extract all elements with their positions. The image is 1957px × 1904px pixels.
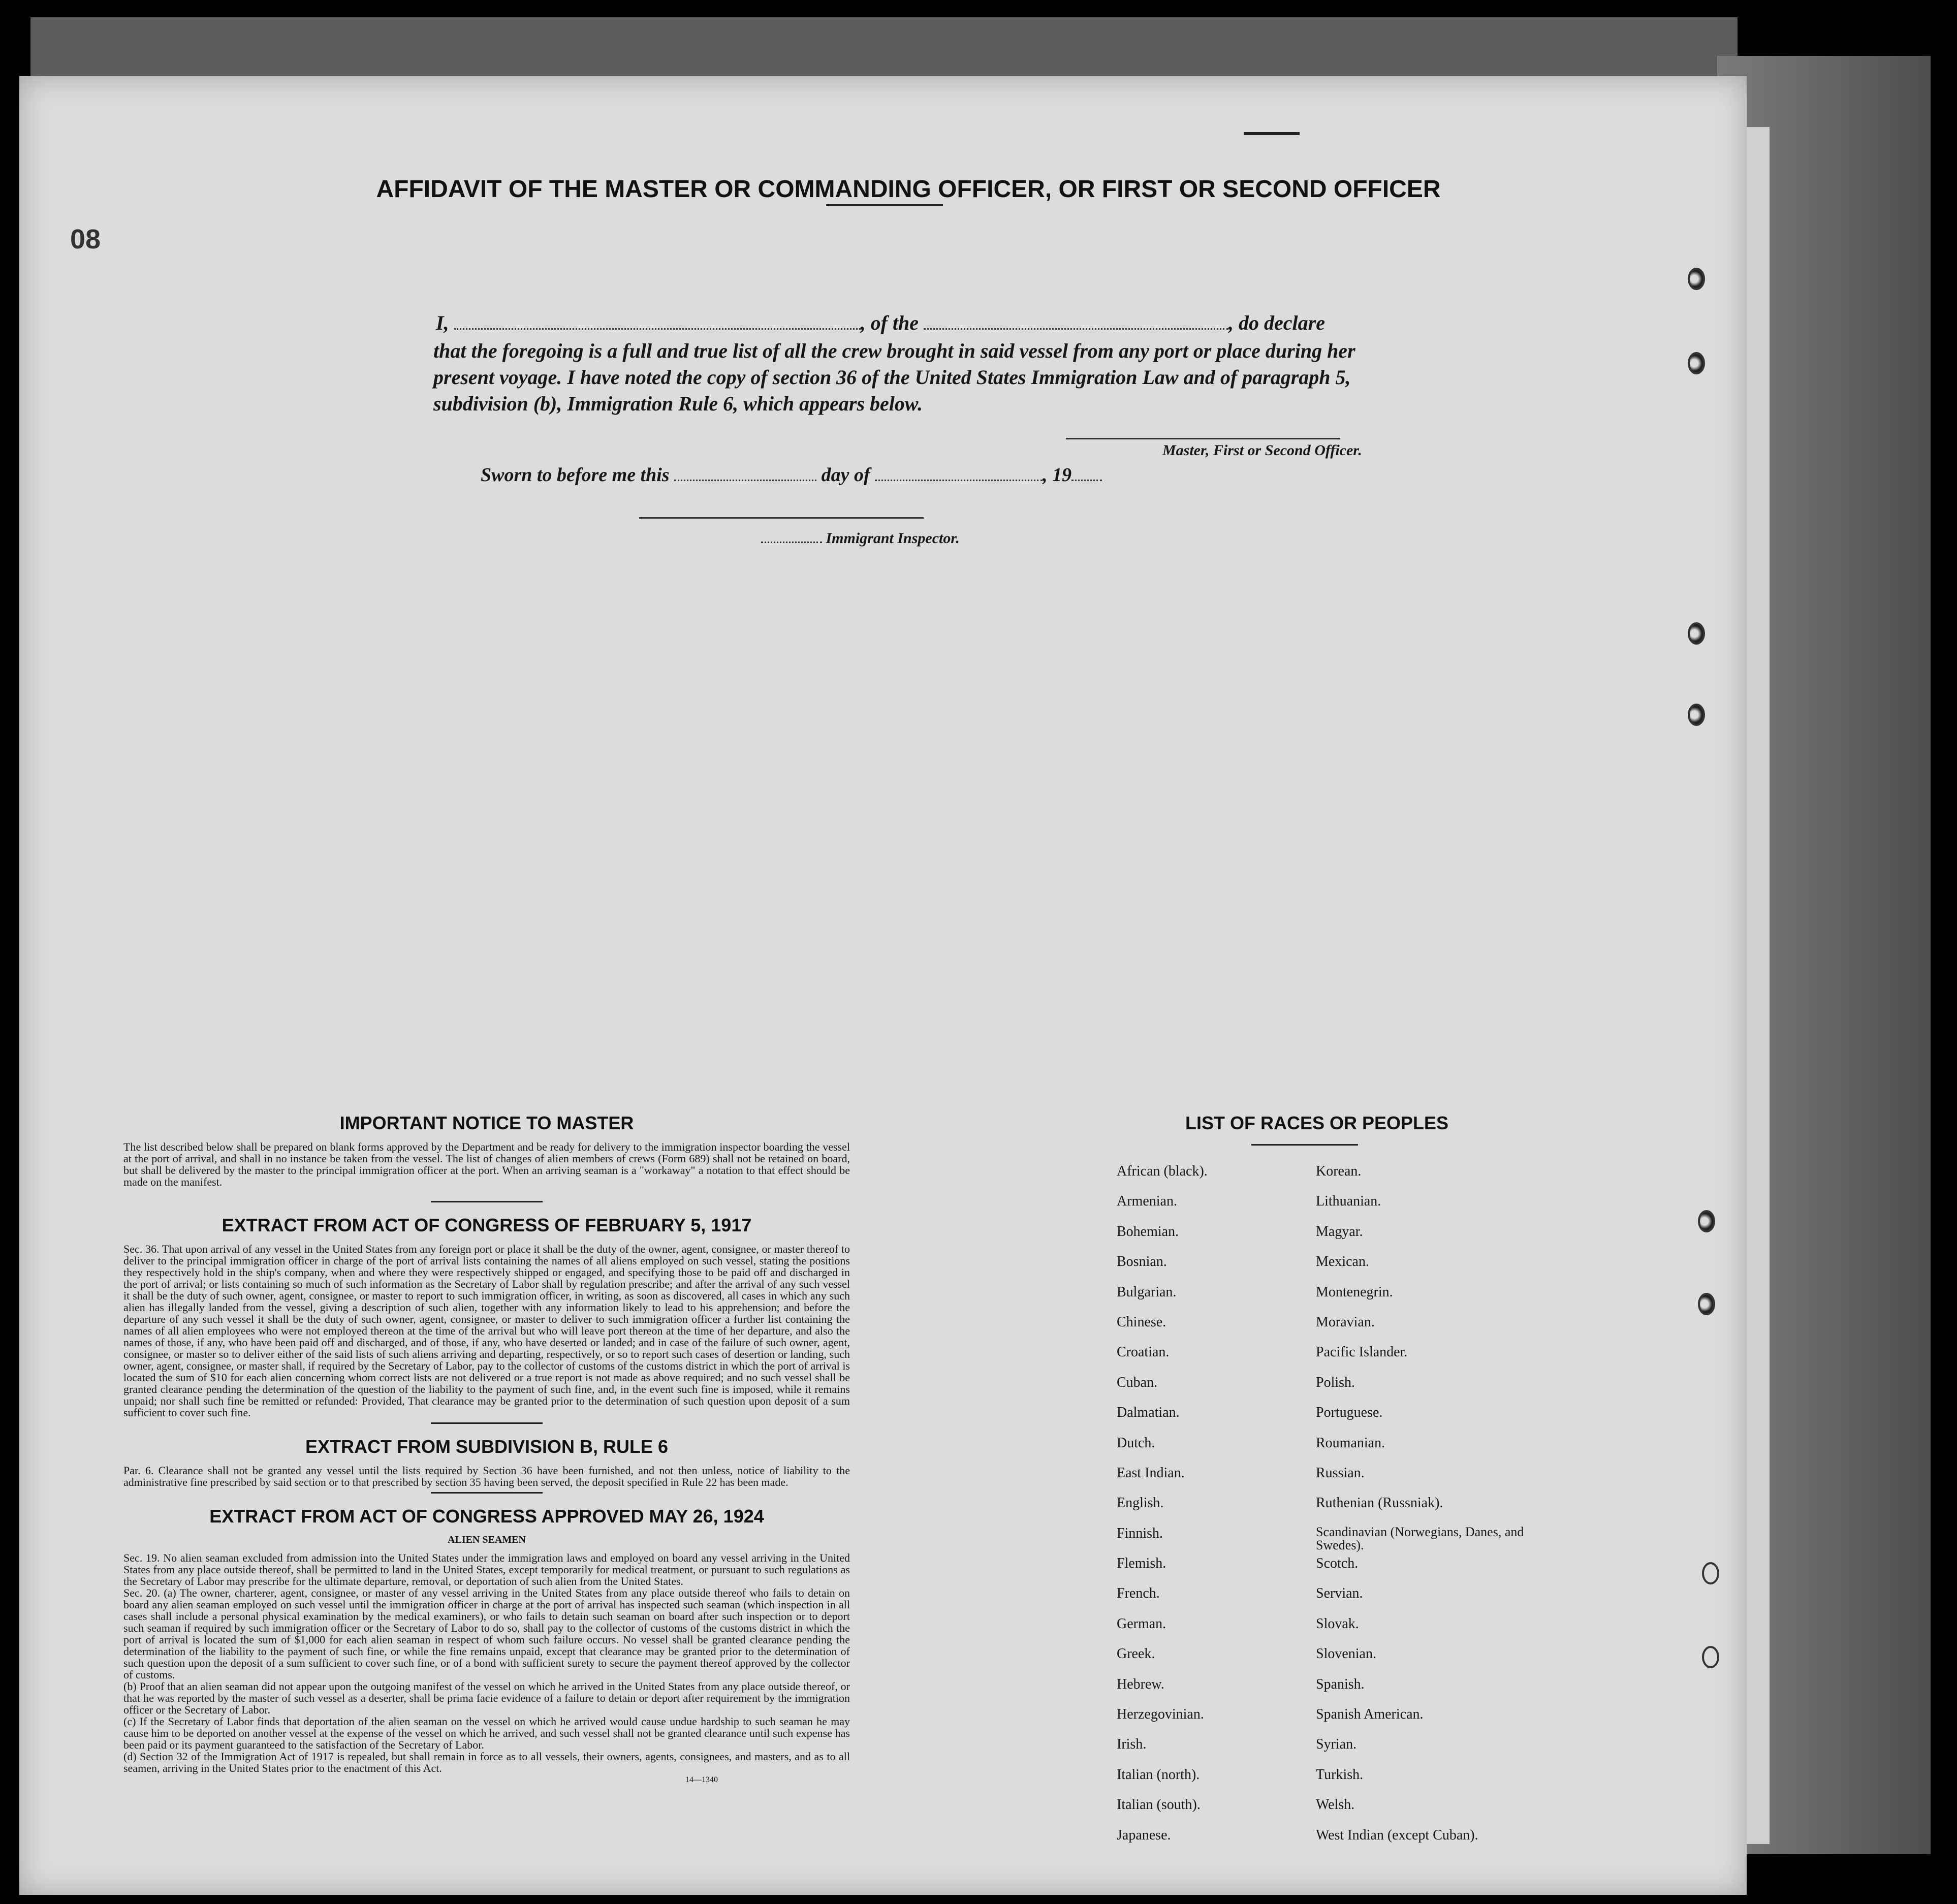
form-code: 14—1340 [685,1775,718,1784]
race-row [1117,1314,1549,1344]
inspector-signature-line[interactable] [639,517,924,519]
binder-hole [1698,1210,1715,1232]
race-left-item: Dalmatian. [1117,1405,1180,1421]
race-right-item: Syrian. [1316,1736,1357,1753]
extract-rule6-text: Par. 6. Clearance shall not be granted any vessel until the lists required by Section 36 have been furnished, and not then unless, notice of liability to the administrative fine prescribed by said section or to that prescribed by section 35 having been served, the deposit specified in Rule 22 has been made. [123,1464,850,1488]
race-row [1117,1646,1549,1676]
race-left-item: Dutch. [1117,1435,1155,1451]
race-row [1117,1797,1549,1827]
race-row [1117,1344,1549,1374]
race-row [1117,1405,1549,1435]
race-right-item: Portuguese. [1316,1405,1383,1421]
race-row [1117,1465,1549,1495]
race-right-item: West Indian (except Cuban). [1316,1827,1478,1843]
race-right-item: Welsh. [1316,1797,1355,1813]
race-left-item: Croatian. [1117,1344,1170,1360]
race-left-item: Flemish. [1117,1556,1166,1572]
race-row [1117,1254,1549,1284]
race-left-item: Irish. [1117,1736,1147,1753]
extract-1917-title: EXTRACT FROM ACT OF CONGRESS OF FEBRUARY 5, 1917 [222,1215,752,1235]
month-blank[interactable] [875,480,1043,481]
name-blank[interactable] [454,328,861,330]
race-row [1117,1736,1549,1766]
extract-1924-paragraph: (d) Section 32 of the Immigration Act of 1917 is repealed, but shall remain in force as to all vessels, their owners, agents, consignees, and masters, and as to all seamen, arriving in the United States prior to the enactment of this Act. [123,1750,850,1774]
binder-hole [1688,622,1705,645]
affidavit-first-line [436,311,1401,335]
race-right-item: Polish. [1316,1374,1355,1390]
race-row [1117,1375,1549,1405]
race-right-item: Slovenian. [1316,1646,1376,1662]
corner-mark: 08 [70,224,101,255]
race-row [1117,1495,1549,1525]
i-prefix: I, [436,311,449,334]
race-right-item: Korean. [1316,1163,1362,1179]
race-right-item: Montenegrin. [1316,1284,1393,1300]
binder-hole [1702,1562,1719,1584]
race-left-item: Chinese. [1117,1314,1166,1330]
race-row [1117,1767,1549,1797]
binder-hole [1698,1293,1715,1315]
race-row [1117,1827,1549,1857]
race-left-item: Italian (south). [1117,1797,1201,1813]
race-left-item: Bohemian. [1117,1223,1179,1240]
sworn-line [481,464,1102,486]
race-left-item: French. [1117,1585,1160,1602]
sworn-prefix: Sworn to before me this [481,464,670,486]
race-right-item: Slovak. [1316,1615,1359,1632]
race-row [1117,1585,1549,1615]
year-prefix: , 19 [1043,464,1072,486]
races-title-rule [1251,1144,1358,1146]
day-of-label: day of [821,464,870,486]
binder-hole [1688,704,1705,726]
extract-1924-paragraph: (b) Proof that an alien seaman did not appear upon the outgoing manifest of the vessel on which he arrived in the United States from any place outside thereof, or that he was reported by the master of such vessel as a deserter, shall be prima facie evidence of a failure to detain or deport after requirement by the immigration officer or the Secretary of Labor. [123,1680,850,1716]
race-right-item: Servian. [1316,1585,1363,1602]
vessel-blank[interactable] [924,328,1228,330]
affidavit-title: AFFIDAVIT OF THE MASTER OR COMMANDING OFFICER, OR FIRST OR SECOND OFFICER [376,176,1441,203]
title-rule [826,204,943,206]
signature-line[interactable] [1066,438,1340,439]
race-left-item: Finnish. [1117,1525,1163,1541]
binder-hole [1688,352,1705,374]
binder-hole [1702,1646,1719,1668]
extract-rule6-rule [431,1492,543,1494]
race-left-item: Japanese. [1117,1827,1171,1843]
extract-1924-paragraph: Sec. 19. No alien seaman excluded from admission into the United States under the immigration laws and employed on board any vessel arriving in the United States from any place outside thereof, shall be permitted to land in the United States, except temporarily for medical treatment, or pursuant to such regulations as the Secretary of Labor may prescribe for the ultimate departure, removal, or deportation of such alien from the United States. [123,1551,850,1588]
race-left-item: Herzegovinian. [1117,1706,1204,1723]
race-row [1117,1676,1549,1706]
race-right-item: Magyar. [1316,1223,1363,1240]
race-row [1117,1526,1549,1556]
race-left-item: Cuban. [1117,1374,1158,1390]
binder-hole [1688,268,1705,290]
race-right-item: Scotch. [1316,1556,1359,1572]
race-right-item: Ruthenian (Russniak). [1316,1495,1443,1511]
notice-title: IMPORTANT NOTICE TO MASTER [339,1113,634,1133]
race-right-item: Russian. [1316,1465,1365,1481]
extract-1924-title: EXTRACT FROM ACT OF CONGRESS APPROVED MAY 26, 1924 [209,1506,764,1527]
notice-rule [431,1201,543,1202]
race-left-item: Italian (north). [1117,1766,1200,1783]
race-row [1117,1556,1549,1585]
extract-1924-paragraph: Sec. 20. (a) The owner, charterer, agent, consignee, or master of any vessel arriving in the United States from any place outside thereof who fails to detain on board any alien seaman employed on such vessel until the immigration officer in charge at the port of arrival has inspected such seaman (which inspection in all cases shall include a personal physical examination by the medical examiners), or who fails to detain such seaman on board after such inspection or to deport such seaman if required by such immigration officer or the Secretary of Labor to do so, shall pay to the collector of customs of the customs district in which the port of arrival is located the sum of $1,000 for each alien seaman in respect of whom such failure occurs. No vessel shall be granted clearance pending the determination of the liability to the payment of such fine, or while the fine remains unpaid, except that clearance may be granted prior to the determination of such question upon the deposit of a sum sufficient to cover such fine, or of a bond with sufficient surety to secure the payment thereof approved by the collector of customs. [123,1586,850,1681]
race-left-item: African (black). [1117,1163,1208,1179]
race-right-item: Spanish. [1316,1676,1365,1692]
do-declare-label: , do declare [1228,311,1325,334]
inspector-label-text: Immigrant Inspector. [826,530,960,547]
signature-label: Master, First or Second Officer. [1162,442,1362,459]
extract-1917-rule [431,1422,543,1424]
race-row [1117,1706,1549,1736]
race-right-item: Pacific Islander. [1316,1344,1408,1360]
inspector-label [761,530,960,547]
race-left-item: Hebrew. [1117,1676,1164,1692]
race-left-item: Armenian. [1117,1193,1177,1210]
race-right-item: Lithuanian. [1316,1193,1381,1210]
day-blank[interactable] [674,480,816,481]
extract-1917-text: Sec. 36. That upon arrival of any vessel in the United States from any foreign port or place it shall be the duty of the owner, agent, consignee, or master thereof to deliver to the principal immigration officer in charge of the port of arrival lists containing the names of all aliens employed on such vessel, stating the positions they respectively hold in the ship's company, when and where they were respectively shipped or engaged, and specifying those to be paid off and discharged in the port of arrival; or lists containing so much of such information as the Secretary of Labor shall by regulation prescribe; and after the arrival of any such vessel it shall be the duty of such owner, agent, consignee, or master to report to such immigration officer, in writing, as soon as discovered, all cases in which any such alien has illegally landed from the vessel, giving a description of such alien, together with any information likely to lead to his apprehension; and before the departure of any such vessel it shall be the duty of such owner, agent, consignee, or master to deliver to such immigration officer a further list containing the names of all alien employees who were not employed thereon at the time of the arrival but who will leave port thereon at the time of her departure, and also the names of those, if any, who have been paid off and discharged, and of those, if any, who have deserted or landed; and in case of the failure of such owner, agent, consignee, or master so to deliver either of the said lists of such aliens arriving and departing, respectively, or so to report such cases of desertion or landing, such owner, agent, consignee, or master shall, if required by the Secretary of Labor, pay to the collector of customs of the customs district in which the port of arrival is located the sum of $10 for each alien concerning whom correct lists are not delivered or a true report is not made as above required; and no such vessel shall be granted clearance pending the determination of the question of the liability to the payment of such fine, and, in the event such fine is imposed, while it remains unpaid; nor shall such fine be remitted or refunded: Provided, That clearance may be granted prior to the determination of such question upon deposit of a sum sufficient to cover such fine. [123,1243,850,1419]
race-left-item: German. [1117,1615,1166,1632]
race-left-item: Bulgarian. [1117,1284,1177,1300]
race-row [1117,1435,1549,1465]
race-left-item: East Indian. [1117,1465,1185,1481]
declaration-text: that the foregoing is a full and true list of all the crew brought in said vessel from any port or place during her present voyage. I have noted the copy of section 36 of the United States Immigration Law and of paragraph 5, subdivision (b), Immigration Rule 6, which appears below. [433,339,1355,415]
race-left-item: Bosnian. [1117,1254,1167,1270]
race-right-item: Roumanian. [1316,1435,1385,1451]
notice-text: The list described below shall be prepared on blank forms approved by the Department and be ready for delivery to the immigration inspector boarding the vessel at the port of arrival, and shall in no instance be taken from the vessel. The list of changes of alien members of crews (Form 689) shall not be retained on board, but shall be delivered by the master to the principal immigration officer at the port. When an arriving seaman is a "workaway" a notation to that effect should be made on the manifest. [123,1140,850,1188]
document-page [19,76,1747,1895]
race-right-item: Moravian. [1316,1314,1375,1330]
inspector-blank[interactable] [761,542,822,543]
race-right-item: Turkish. [1316,1766,1364,1783]
notice-column [123,1113,850,1786]
race-left-item: English. [1117,1495,1164,1511]
extract-1924-paragraph: (c) If the Secretary of Labor finds that deportation of the alien seaman on the vessel on which he arrived would cause undue hardship to such seaman he may cause him to be deported on another vessel at the expense of the vessel on which he arrived, and such vessel shall not be granted clearance until such expense has been paid or its payment guaranteed to the satisfaction of the Secretary of Labor. [123,1715,850,1751]
races-list [1117,1163,1549,1857]
race-row [1117,1163,1549,1193]
race-row [1117,1193,1549,1223]
year-blank[interactable] [1071,480,1102,481]
top-dash-mark [1244,132,1300,135]
race-left-item: Greek. [1117,1646,1155,1662]
race-right-item: Mexican. [1316,1254,1369,1270]
of-the-label: , of the [860,311,919,334]
extract-rule6-title: EXTRACT FROM SUBDIVISION B, RULE 6 [305,1436,669,1457]
races-title: LIST OF RACES OR PEOPLES [1185,1113,1449,1133]
race-row [1117,1224,1549,1254]
race-right-item: Scandinavian (Norwegians, Danes, and Swedes). [1316,1524,1524,1552]
race-row [1117,1284,1549,1314]
race-row [1117,1616,1549,1646]
alien-seamen-subtitle: ALIEN SEAMEN [448,1534,526,1545]
race-right-item: Spanish American. [1316,1706,1424,1723]
